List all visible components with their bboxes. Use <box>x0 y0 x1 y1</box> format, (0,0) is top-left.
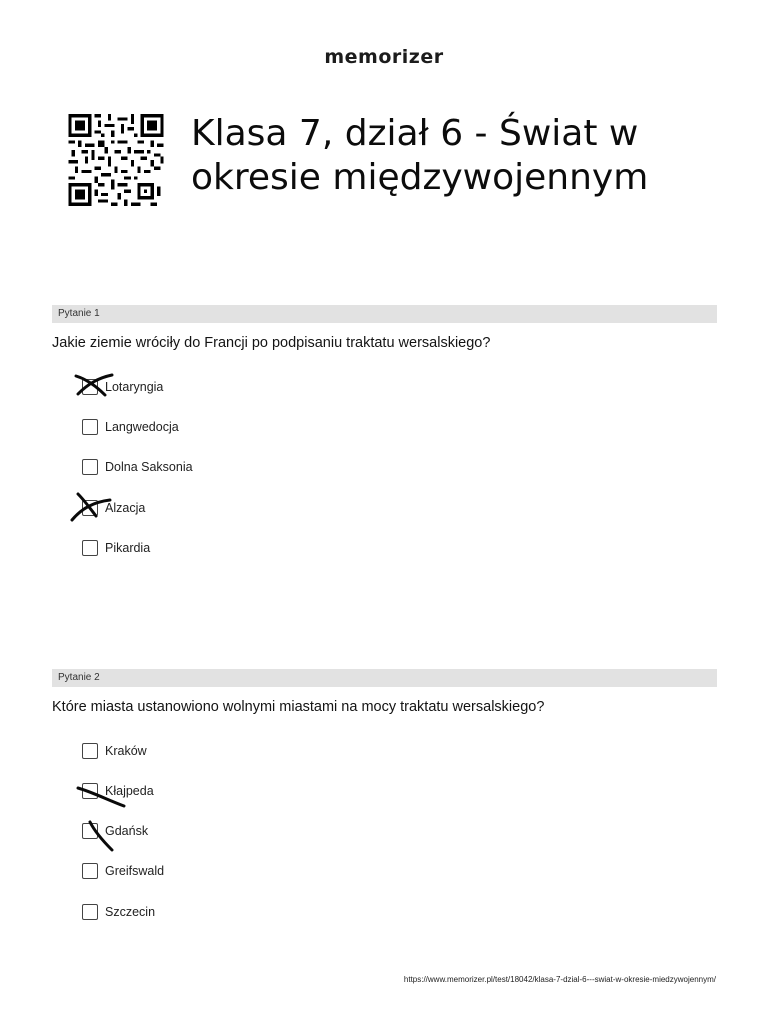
question-1-option-4[interactable] <box>82 498 145 518</box>
question-1-option-2[interactable] <box>82 417 179 437</box>
question-1-option-3[interactable] <box>82 457 193 477</box>
question-1-header: Pytanie 1 <box>52 305 717 323</box>
question-2-header: Pytanie 2 <box>52 669 717 687</box>
option-label: Lotaryngia <box>105 380 164 394</box>
checkbox-icon[interactable] <box>82 379 98 395</box>
question-1-option-1[interactable] <box>82 377 163 397</box>
question-2-option-2[interactable] <box>82 781 154 801</box>
option-label: Greifswald <box>105 864 165 878</box>
checkbox-icon[interactable] <box>82 743 98 759</box>
question-2-option-5[interactable] <box>82 902 155 922</box>
option-label: Dolna Saksonia <box>105 460 193 474</box>
question-2-option-1[interactable] <box>82 741 147 761</box>
question-1-text: Jakie ziemie wróciły do Francji po podpisaniu traktatu wersalskiego? <box>52 335 491 351</box>
qr-code-icon <box>68 114 164 206</box>
checkbox-icon[interactable] <box>82 904 98 920</box>
source-url[interactable]: https://www.memorizer.pl/test/18042/klasa-7-dzial-6---swiat-w-okresie-miedzywojennym/ <box>403 975 716 984</box>
option-label: Langwedocja <box>105 420 179 434</box>
option-label: Kłajpeda <box>105 784 154 798</box>
question-1-option-5[interactable] <box>82 538 150 558</box>
option-label: Gdańsk <box>105 824 149 838</box>
option-label: Kraków <box>105 744 147 758</box>
checkbox-icon[interactable] <box>82 823 98 839</box>
option-label: Alzacja <box>105 501 146 515</box>
memorizer-logo: memorizer <box>324 46 444 68</box>
question-2-option-3[interactable] <box>82 821 148 841</box>
option-label: Pikardia <box>105 541 151 555</box>
checkbox-icon[interactable] <box>82 863 98 879</box>
page-title: Klasa 7, dział 6 - Świat w okresie międzywojennym <box>191 113 649 198</box>
checkbox-icon[interactable] <box>82 783 98 799</box>
question-2-option-4[interactable] <box>82 861 164 881</box>
checkbox-icon[interactable] <box>82 419 98 435</box>
checkbox-icon[interactable] <box>82 459 98 475</box>
option-label: Szczecin <box>105 905 156 919</box>
checkbox-icon[interactable] <box>82 540 98 556</box>
question-2-text: Które miasta ustanowiono wolnymi miastami na mocy traktatu wersalskiego? <box>52 699 545 715</box>
checkbox-icon[interactable] <box>82 500 98 516</box>
